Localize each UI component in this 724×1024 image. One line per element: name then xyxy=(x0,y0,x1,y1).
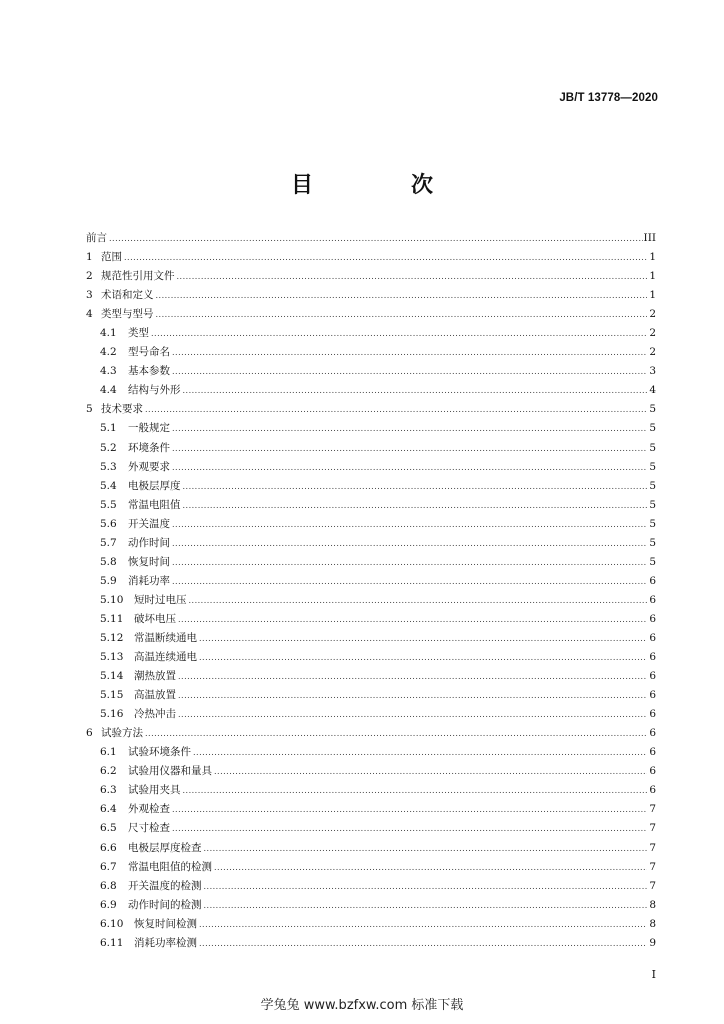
toc-entry[interactable] xyxy=(86,896,656,915)
toc-entry-label: 电极层厚度检查 xyxy=(128,841,202,854)
toc-entry[interactable] xyxy=(86,553,656,572)
toc-entry-number: 3 xyxy=(86,289,93,302)
toc-entry-label: 试验用夹具 xyxy=(128,784,181,797)
toc-leader-dots xyxy=(204,877,648,896)
toc-leader-dots xyxy=(172,419,647,438)
toc-entry-page: 6 xyxy=(649,708,656,721)
toc-entry-number: 4.3 xyxy=(100,365,117,378)
toc-entry-label: 破坏电压 xyxy=(134,612,176,625)
toc-leader-dots xyxy=(156,286,648,305)
toc-leader-dots xyxy=(183,381,648,400)
toc-entry-number: 5.7 xyxy=(100,536,117,549)
toc-entry-page: 6 xyxy=(649,727,656,740)
toc-entry-page: 8 xyxy=(649,898,656,911)
toc-entry[interactable] xyxy=(86,819,656,838)
toc-leader-dots xyxy=(172,534,647,553)
toc-leader-dots xyxy=(172,553,647,572)
toc-leader-dots xyxy=(151,324,647,343)
toc-entry-number: 5.2 xyxy=(100,441,117,454)
toc-leader-dots xyxy=(204,839,648,858)
toc-entry-page: 2 xyxy=(649,346,656,359)
toc-entry-page: 5 xyxy=(649,441,656,454)
toc-entry[interactable] xyxy=(86,610,656,629)
toc-entry-label: 术语和定义 xyxy=(101,289,154,302)
toc-entry-label: 前言 xyxy=(86,232,107,244)
toc-entry-label: 开关温度的检测 xyxy=(128,879,202,892)
toc-entry-label: 试验用仪器和量具 xyxy=(128,765,212,778)
toc-entry[interactable] xyxy=(86,724,656,743)
toc-entry-label: 潮热放置 xyxy=(134,670,176,683)
toc-entry-page: 7 xyxy=(649,822,656,835)
toc-entry-number: 6 xyxy=(86,727,93,740)
toc-leader-dots xyxy=(199,915,647,934)
toc-entry-page: 6 xyxy=(649,574,656,587)
toc-entry-page: 1 xyxy=(649,251,656,264)
toc-entry[interactable] xyxy=(86,705,656,724)
toc-entry[interactable] xyxy=(86,934,656,953)
toc-leader-dots xyxy=(177,267,648,286)
toc-entry-page: 5 xyxy=(649,422,656,435)
toc-entry-number: 6.6 xyxy=(100,841,117,854)
toc-entry-number: 6.8 xyxy=(100,879,117,892)
toc-leader-dots xyxy=(193,743,647,762)
toc-leader-dots xyxy=(172,458,647,477)
toc-entry-page: 6 xyxy=(649,670,656,683)
toc-entry-number: 4 xyxy=(86,308,93,321)
toc-entry-number: 5.12 xyxy=(100,631,124,644)
toc-entry-number: 6.3 xyxy=(100,784,117,797)
toc-entry[interactable] xyxy=(86,381,656,400)
toc-leader-dots xyxy=(214,858,647,877)
page-title: 目 次 xyxy=(290,172,471,198)
toc-entry-page: 4 xyxy=(649,384,656,397)
toc-entry-label: 外观要求 xyxy=(128,460,170,473)
toc-entry-label: 冷热冲击 xyxy=(134,708,176,721)
toc-entry-page: 5 xyxy=(649,479,656,492)
toc-entry-label: 消耗功率检测 xyxy=(134,936,197,949)
toc-entry-number: 5.8 xyxy=(100,555,117,568)
toc-entry-page: 2 xyxy=(649,327,656,340)
toc-entry[interactable] xyxy=(86,286,656,305)
standard-code: JB/T 13778—2020 xyxy=(559,92,658,104)
toc-leader-dots xyxy=(145,400,647,419)
toc-entry-number: 6.9 xyxy=(100,898,117,911)
toc-entry-label: 动作时间的检测 xyxy=(128,898,202,911)
toc-entry[interactable] xyxy=(86,419,656,438)
page-number: I xyxy=(651,968,656,981)
toc-entry-number: 6.5 xyxy=(100,822,117,835)
toc-leader-dots xyxy=(183,496,648,515)
toc-leader-dots xyxy=(124,248,647,267)
toc-entry[interactable] xyxy=(86,324,656,343)
toc-entry-page: 7 xyxy=(649,841,656,854)
toc-leader-dots xyxy=(172,439,647,458)
toc-entry-number: 4.2 xyxy=(100,346,117,359)
toc-entry[interactable] xyxy=(86,572,656,591)
toc-entry[interactable] xyxy=(86,229,656,248)
toc-entry-page: 5 xyxy=(649,517,656,530)
toc-entry-label: 高温放置 xyxy=(134,689,176,702)
toc-leader-dots xyxy=(178,667,647,686)
toc-leader-dots xyxy=(199,648,647,667)
toc-entry-number: 6.2 xyxy=(100,765,117,778)
toc-leader-dots xyxy=(156,305,648,324)
toc-entry-number: 6.11 xyxy=(100,936,124,949)
toc-leader-dots xyxy=(178,686,647,705)
toc-entry-number: 6.7 xyxy=(100,860,117,873)
toc-entry-label: 常温断续通电 xyxy=(134,631,197,644)
toc-entry-page: 6 xyxy=(649,746,656,759)
toc-entry[interactable] xyxy=(86,496,656,515)
toc-entry[interactable] xyxy=(86,515,656,534)
toc-leader-dots xyxy=(183,477,648,496)
toc-entry-label: 恢复时间检测 xyxy=(134,917,197,930)
toc-entry-number: 4.4 xyxy=(100,384,117,397)
toc-entry[interactable] xyxy=(86,858,656,877)
toc-entry[interactable] xyxy=(86,439,656,458)
toc-leader-dots xyxy=(172,515,647,534)
toc-entry-number: 5.10 xyxy=(100,593,124,606)
toc-leader-dots xyxy=(145,724,647,743)
toc-entry-number: 5.15 xyxy=(100,689,124,702)
toc-entry-page: III xyxy=(643,232,656,244)
toc-entry-page: 5 xyxy=(649,555,656,568)
toc-entry[interactable] xyxy=(86,305,656,324)
toc-entry-number: 5.11 xyxy=(100,612,124,625)
toc-entry[interactable] xyxy=(86,762,656,781)
toc-entry[interactable] xyxy=(86,267,656,286)
toc-entry-label: 常温电阻值的检测 xyxy=(128,860,212,873)
toc-entry-number: 5 xyxy=(86,403,93,416)
toc-leader-dots xyxy=(214,762,647,781)
toc-entry-page: 7 xyxy=(649,879,656,892)
toc-entry-page: 5 xyxy=(649,536,656,549)
toc-entry-number: 5.4 xyxy=(100,479,117,492)
toc-entry[interactable] xyxy=(86,648,656,667)
toc-entry-page: 2 xyxy=(649,308,656,321)
toc-entry[interactable] xyxy=(86,877,656,896)
toc-entry-page: 5 xyxy=(649,498,656,511)
toc-entry[interactable] xyxy=(86,743,656,762)
toc-entry-page: 1 xyxy=(649,270,656,283)
toc-leader-dots xyxy=(172,362,647,381)
toc-entry-number: 6.4 xyxy=(100,803,117,816)
toc-leader-dots xyxy=(178,610,647,629)
toc-entry-page: 6 xyxy=(649,651,656,664)
toc-entry-page: 8 xyxy=(649,917,656,930)
toc-entry-page: 3 xyxy=(649,365,656,378)
watermark-text: 学兔兔 www.bzfxw.com 标准下载 xyxy=(260,998,464,1013)
toc-entry-page: 6 xyxy=(649,784,656,797)
toc-entry-number: 5.1 xyxy=(100,422,117,435)
toc-entry-label: 技术要求 xyxy=(101,403,143,416)
toc-entry-label: 基本参数 xyxy=(128,365,170,378)
table-of-contents xyxy=(86,229,656,953)
toc-entry[interactable] xyxy=(86,839,656,858)
toc-entry-page: 6 xyxy=(649,765,656,778)
toc-entry[interactable] xyxy=(86,248,656,267)
toc-entry-number: 1 xyxy=(86,251,93,264)
toc-entry-label: 短时过电压 xyxy=(134,593,187,606)
toc-leader-dots xyxy=(183,781,648,800)
toc-entry-page: 7 xyxy=(649,860,656,873)
toc-entry-label: 外观检查 xyxy=(128,803,170,816)
toc-entry-label: 试验环境条件 xyxy=(128,746,191,759)
toc-leader-dots xyxy=(199,934,647,953)
toc-entry-page: 9 xyxy=(649,936,656,949)
toc-entry-number: 5.14 xyxy=(100,670,124,683)
toc-entry-label: 一般规定 xyxy=(128,422,170,435)
toc-entry[interactable] xyxy=(86,686,656,705)
toc-entry-label: 开关温度 xyxy=(128,517,170,530)
toc-entry-number: 5.6 xyxy=(100,517,117,530)
toc-entry-page: 5 xyxy=(649,460,656,473)
toc-entry-label: 结构与外形 xyxy=(128,384,181,397)
toc-entry-label: 电极层厚度 xyxy=(128,479,181,492)
toc-entry-page: 6 xyxy=(649,612,656,625)
toc-entry[interactable] xyxy=(86,400,656,419)
toc-leader-dots xyxy=(178,705,647,724)
toc-entry[interactable] xyxy=(86,667,656,686)
toc-entry-page: 6 xyxy=(649,631,656,644)
toc-entry-number: 6.10 xyxy=(100,917,124,930)
toc-entry-number: 5.13 xyxy=(100,651,124,664)
toc-entry-number: 2 xyxy=(86,270,93,283)
toc-entry-number: 5.5 xyxy=(100,498,117,511)
toc-entry-number: 4.1 xyxy=(100,327,117,340)
toc-entry-label: 类型与型号 xyxy=(101,308,154,321)
toc-entry[interactable] xyxy=(86,458,656,477)
toc-entry-label: 类型 xyxy=(128,327,149,340)
toc-entry[interactable] xyxy=(86,534,656,553)
toc-leader-dots xyxy=(109,229,643,248)
toc-entry-label: 高温连续通电 xyxy=(134,651,197,664)
toc-entry-label: 范围 xyxy=(101,251,122,264)
toc-entry-label: 环境条件 xyxy=(128,441,170,454)
toc-leader-dots xyxy=(172,343,647,362)
toc-entry[interactable] xyxy=(86,477,656,496)
toc-leader-dots xyxy=(172,800,647,819)
toc-entry-number: 5.3 xyxy=(100,460,117,473)
toc-entry[interactable] xyxy=(86,915,656,934)
toc-leader-dots xyxy=(172,572,647,591)
toc-entry-label: 常温电阻值 xyxy=(128,498,181,511)
toc-entry[interactable] xyxy=(86,591,656,610)
toc-leader-dots xyxy=(189,591,648,610)
toc-leader-dots xyxy=(204,896,648,915)
toc-entry-number: 5.9 xyxy=(100,574,117,587)
toc-entry[interactable] xyxy=(86,362,656,381)
toc-entry-number: 6.1 xyxy=(100,746,117,759)
toc-entry-label: 规范性引用文件 xyxy=(101,270,175,283)
toc-entry[interactable] xyxy=(86,800,656,819)
toc-entry[interactable] xyxy=(86,343,656,362)
toc-entry-page: 5 xyxy=(649,403,656,416)
toc-entry[interactable] xyxy=(86,629,656,648)
toc-entry-label: 恢复时间 xyxy=(128,555,170,568)
toc-entry-page: 6 xyxy=(649,593,656,606)
toc-entry[interactable] xyxy=(86,781,656,800)
toc-leader-dots xyxy=(199,629,647,648)
toc-leader-dots xyxy=(172,819,647,838)
toc-entry-page: 7 xyxy=(649,803,656,816)
toc-entry-page: 6 xyxy=(649,689,656,702)
toc-entry-label: 尺寸检查 xyxy=(128,822,170,835)
toc-entry-number: 5.16 xyxy=(100,708,124,721)
toc-entry-page: 1 xyxy=(649,289,656,302)
toc-entry-label: 动作时间 xyxy=(128,536,170,549)
toc-entry-label: 型号命名 xyxy=(128,346,170,359)
toc-entry-label: 试验方法 xyxy=(101,727,143,740)
toc-entry-label: 消耗功率 xyxy=(128,574,170,587)
